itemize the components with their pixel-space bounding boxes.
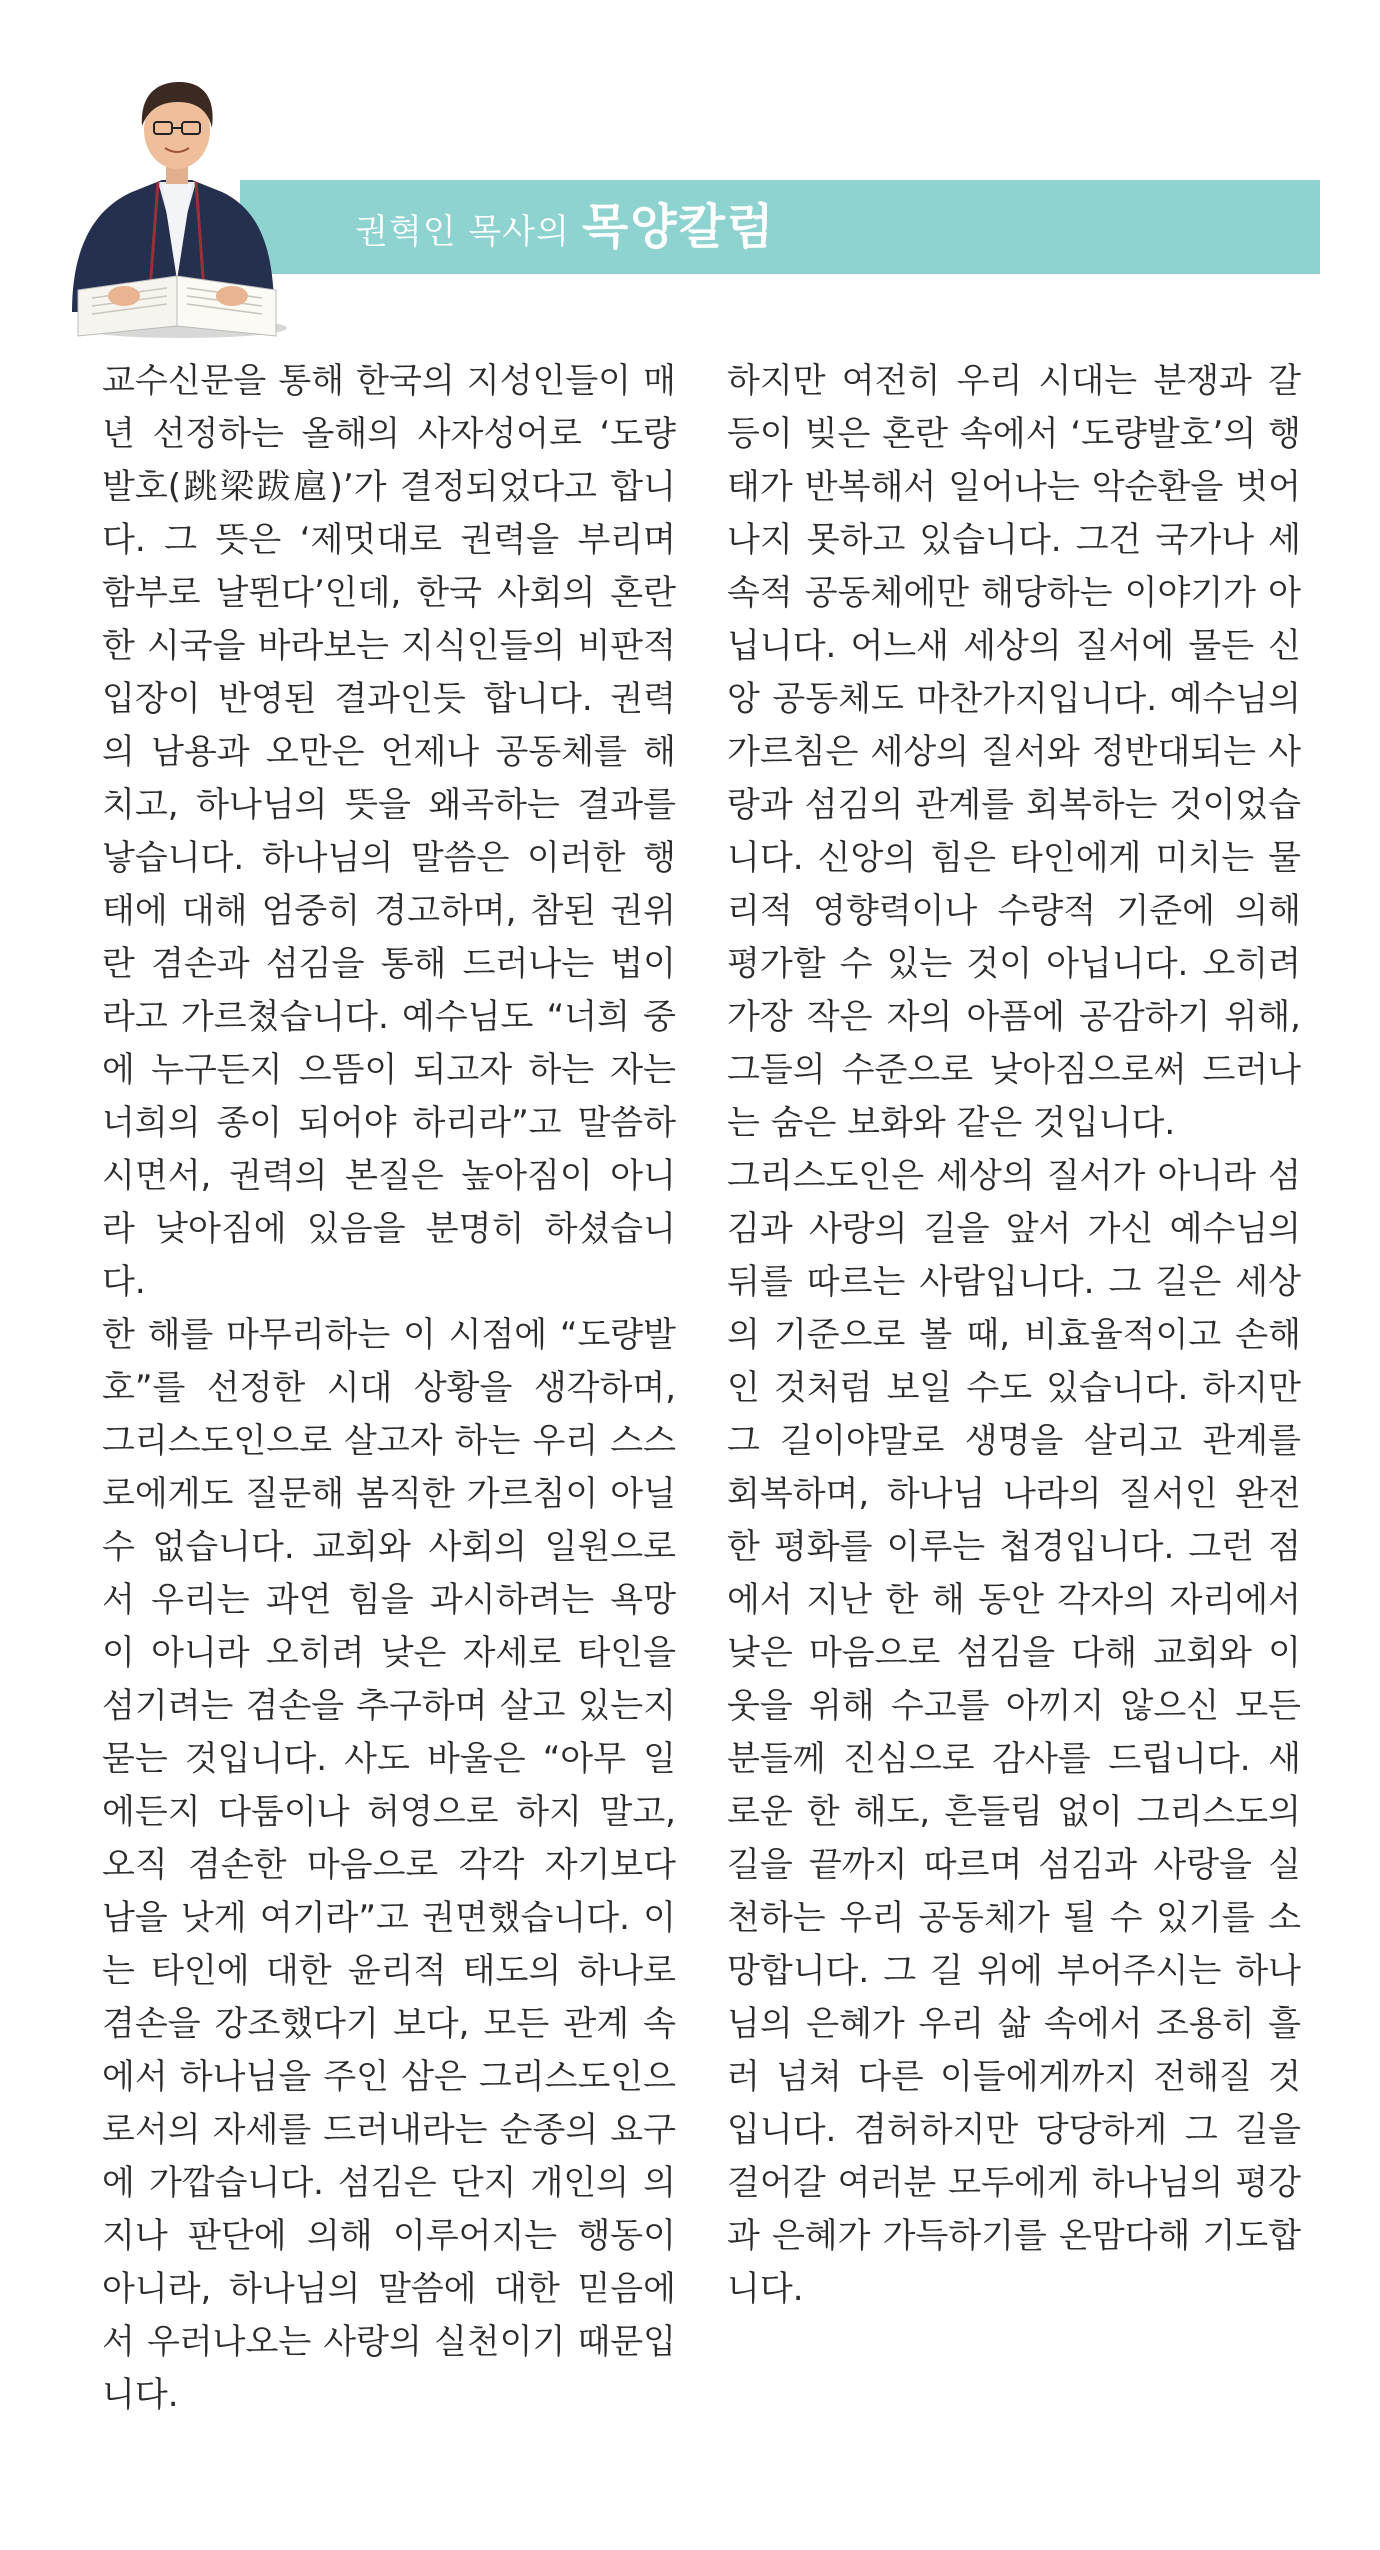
column-title-prefix: 권혁인 목사의	[355, 212, 570, 252]
column-title-main: 목양칼럼	[581, 199, 776, 255]
article-column-left	[102, 355, 676, 2422]
article-paragraph: 한 해를 마무리하는 이 시점에 “도량발호”를 선정한 시대 상황을 생각하며, 그리스도인으로 살고자 하는 우리 스스로에게도 질문해 봄직한 가르침이 아닐 수 없습니다. 교회와 사회의 일원으로서 우리는 과연 힘을 과시하려는 욕망이 아니라 오히려 낮은 자세로 타인을 섬기려는 겸손을 추구하며 살고 있는지 묻는 것입니다. 사도 바울은 “아무 일에든지 다툼이나 허영으로 하지 말고, 오직 겸손한 마음으로 각각 자기보다 남을 낫게 여기라”고 권면했습니다. 이는 타인에 대한 윤리적 태도의 하나로 겸손을 강조했다기 보다, 모든 관계 속에서 하나님을 주인 삼은 그리스도인으로서의 자세를 드러내라는 순종의 요구에 가깝습니다. 섬김은 단지 개인의 의지나 판단에 의해 이루어지는 행동이 아니라, 하나님의 말씀에 대한 믿음에서 우러나오는 사랑의 실천이기 때문입니다.	[102, 1315, 676, 2415]
column-header-banner	[240, 180, 1320, 274]
article-body	[102, 355, 1301, 2455]
article-paragraph: 하지만 여전히 우리 시대는 분쟁과 갈등이 빚은 혼란 속에서 ‘도량발호’의 행태가 반복해서 일어나는 악순환을 벗어나지 못하고 있습니다. 그건 국가나 세속적 공동체에만 해당하는 이야기가 아닙니다. 어느새 세상의 질서에 물든 신앙 공동체도 마찬가지입니다. 예수님의 가르침은 세상의 질서와 정반대되는 사랑과 섬김의 관계를 회복하는 것이었습니다. 신앙의 힘은 타인에게 미치는 물리적 영향력이나 수량적 기준에 의해 평가할 수 있는 것이 아닙니다. 오히려 가장 작은 자의 아픔에 공감하기 위해, 그들의 수준으로 낮아짐으로써 드러나는 숨은 보화와 같은 것입니다.	[727, 361, 1301, 1143]
article-paragraph: 교수신문을 통해 한국의 지성인들이 매년 선정하는 올해의 사자성어로 ‘도량발호(跳梁跋扈)’가 결정되었다고 합니다. 그 뜻은 ‘제멋대로 권력을 부리며 함부로 날뛴다’인데, 한국 사회의 혼란한 시국을 바라보는 지식인들의 비판적 입장이 반영된 결과인듯 합니다. 권력의 남용과 오만은 언제나 공동체를 해치고, 하나님의 뜻을 왜곡하는 결과를 낳습니다. 하나님의 말씀은 이러한 행태에 대해 엄중히 경고하며, 참된 권위란 겸손과 섬김을 통해 드러나는 법이라고 가르쳤습니다. 예수님도 “너희 중에 누구든지 으뜸이 되고자 하는 자는 너희의 종이 되어야 하리라”고 말씀하시면서, 권력의 본질은 높아짐이 아니라 낮아짐에 있음을 분명히 하셨습니다.	[102, 361, 676, 1302]
column-title	[355, 180, 775, 274]
pastor-portrait-image	[62, 50, 292, 340]
article-paragraph: 그리스도인은 세상의 질서가 아니라 섬김과 사랑의 길을 앞서 가신 예수님의 뒤를 따르는 사람입니다. 그 길은 세상의 기준으로 볼 때, 비효율적이고 손해인 것처럼 보일 수도 있습니다. 하지만 그 길이야말로 생명을 살리고 관계를 회복하며, 하나님 나라의 질서인 완전한 평화를 이루는 첩경입니다. 그런 점에서 지난 한 해 동안 각자의 자리에서 낮은 마음으로 섬김을 다해 교회와 이웃을 위해 수고를 아끼지 않으신 모든 분들께 진심으로 감사를 드립니다. 새로운 한 해도, 흔들림 없이 그리스도의 길을 끝까지 따르며 섬김과 사랑을 실천하는 우리 공동체가 될 수 있기를 소망합니다. 그 길 위에 부어주시는 하나님의 은혜가 우리 삶 속에서 조용히 흘러 넘쳐 다른 이들에게까지 전해질 것입니다. 겸허하지만 당당하게 그 길을 걸어갈 여러분 모두에게 하나님의 평강과 은혜가 가득하기를 온맘다해 기도합니다.	[727, 1156, 1301, 2309]
article-column-right	[727, 355, 1301, 2316]
